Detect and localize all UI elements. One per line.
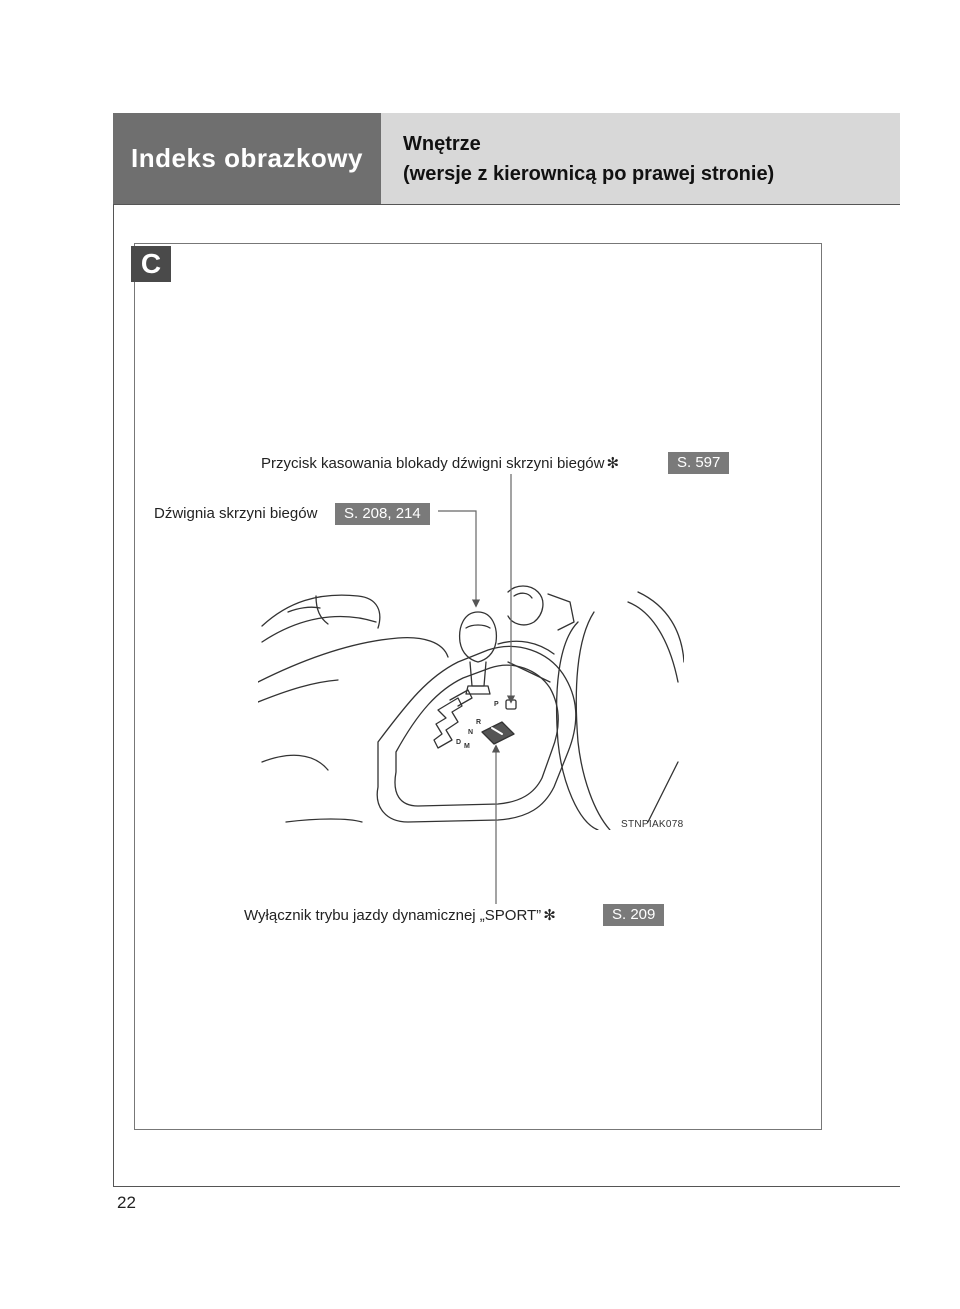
shift-lock-label: Przycisk kasowania blokady dźwigni skrzyni biegów xyxy=(261,455,605,472)
section-tab xyxy=(113,113,381,204)
section-letter-badge: C xyxy=(131,246,171,282)
gate-letter: D xyxy=(456,739,462,746)
header-title-area xyxy=(381,113,900,204)
illustration-code: STNPIAK078 xyxy=(621,819,684,830)
shift-lock-callout xyxy=(261,454,619,472)
shift-console-illustration xyxy=(258,582,684,830)
gate-letter: N xyxy=(468,729,474,736)
gate-letter: M xyxy=(464,743,470,750)
shift-lever-page-ref[interactable]: S. 208, 214 xyxy=(335,503,430,525)
page-header xyxy=(113,113,900,205)
shift-lever-callout: Dźwignia skrzyni biegów xyxy=(154,505,318,522)
sport-switch-page-ref[interactable]: S. 209 xyxy=(603,904,664,926)
asterisk-mark: ✻ xyxy=(543,907,556,924)
section-title: Indeks obrazkowy xyxy=(131,143,363,173)
page-title: Wnętrze xyxy=(403,133,481,155)
sport-switch-callout xyxy=(244,906,556,924)
page-subtitle: (wersje z kierownicą po prawej stronie) xyxy=(403,163,775,185)
gate-letter: P xyxy=(494,701,499,708)
page-number: 22 xyxy=(117,1193,136,1212)
shift-lock-page-ref[interactable]: S. 597 xyxy=(668,452,729,474)
asterisk-mark: ✻ xyxy=(606,455,620,472)
gate-letter: R xyxy=(476,719,482,726)
sport-switch-label: Wyłącznik trybu jazdy dynamicznej „SPORT” xyxy=(244,907,542,924)
